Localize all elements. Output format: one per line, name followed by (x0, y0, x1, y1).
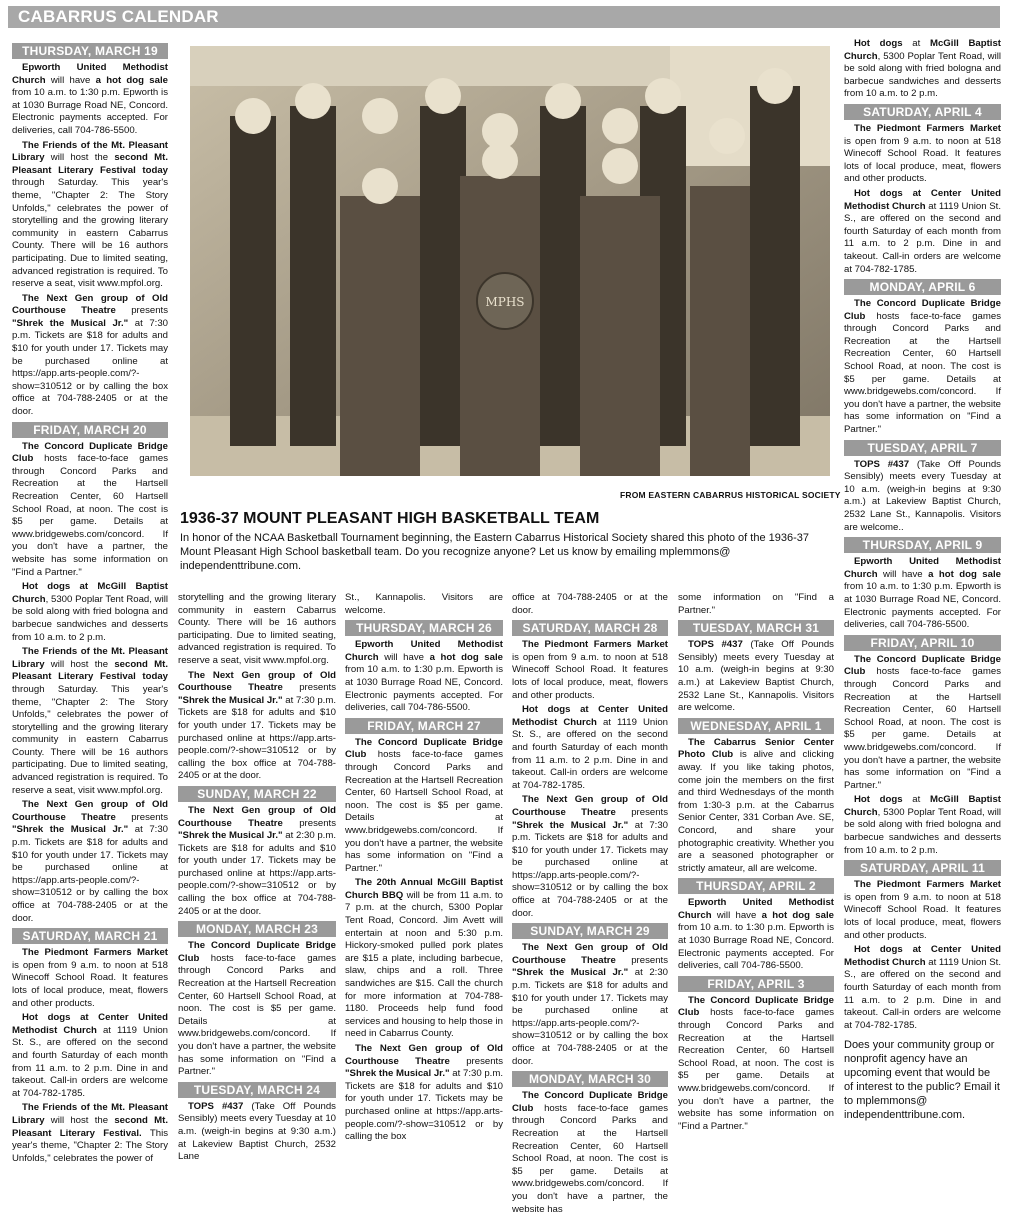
event-listing: Hot dogs at Center United Methodist Church at 1119 Union St. S., are offered on the second and fourth Saturday of each month from 11 a.m. to 2 p.m. Dine in and takeout. Call-in orders are welcome at 704-782-1785. (512, 704, 669, 791)
event-listing: The Concord Duplicate Bridge Club hosts face-to-face games through Concord Parks and Recreation at the Hartsell Recreation Center, 60 Hartsell School Road, at noon. The cost is $5 per game. Details at www.bridgewebs.com/concord. If you don't have a partner, the website has some information on "Find a Partner." (178, 940, 336, 1078)
ball-label: MPHS (485, 295, 525, 309)
event-listing: The Piedmont Farmers Market is open from 9 a.m. to noon at 518 Winecoff School Road. It features lots of local produce, meat, flowers and other products. (844, 879, 1001, 941)
date-header: SATURDAY, MARCH 21 (12, 928, 168, 944)
date-header: THURSDAY, APRIL 9 (844, 537, 1001, 553)
event-listing: TOPS #437 (Take Off Pounds Sensibly) meets every Tuesday at 10 a.m. (weigh-in begins at 9:30 a.m.) at Lakeview Baptist Church, 2532 Lane (178, 1100, 336, 1163)
event-listing: The Friends of the Mt. Pleasant Library will host the second Mt. Pleasant Literary Festival today through Saturday. This year's theme, "Chapter 2: The Story Unfolds," celebrates the power of storytelling and the growing literary community in eastern Cabarrus County. There will be 16 authors participating. Due to limited seating, advanced registration is required. To reserve a seat, visit www.mpfol.org. (12, 646, 168, 796)
event-listing: The Cabarrus Senior Center Photo Club is alive and clicking away. If you like taking photos, come join the members on the first and third Wednesdays of the month from 1:30-3 p.m. at the Cabarrus Senior Center, 331 Corban Ave. SE, Concord, and share your photographic creativity. Whether you are a seasoned photographer or strictly amateur, all are welcome. (678, 736, 834, 874)
event-listing: Epworth United Methodist Church will have a hot dog sale from 10 a.m. to 1:30 p.m. Epworth is at 1030 Burrage Road NE, Concord. Electronic payments accepted. For deliveries, call 704-786-5500. (12, 62, 168, 136)
date-header: THURSDAY, MARCH 26 (345, 620, 503, 636)
event-listing: Epworth United Methodist Church will have a hot dog sale from 10 a.m. to 1:30 p.m. Epworth is at 1030 Burrage Road NE, Concord. Electronic payments accepted. For deliveries, call 704-786-5500. (345, 639, 503, 714)
date-header: SATURDAY, MARCH 28 (512, 620, 668, 636)
team-photo (190, 46, 830, 476)
date-header: SATURDAY, APRIL 4 (844, 104, 1001, 120)
column-2 (178, 592, 336, 1166)
event-listing: The Concord Duplicate Bridge Club hosts face-to-face games through Concord Parks and Recreation at the Hartsell Recreation Center, 60 Hartsell School Road, at noon. The cost is $5 per game. Details at www.bridgewebs.com/concord. If you don't have a partner, the website has (512, 1090, 668, 1215)
event-listing: The Next Gen group of Old Courthouse Theatre presents "Shrek the Musical Jr." at 7:30 p.m. Tickets are $18 for adults and $10 for youth under 17. Tickets may be purchased online at https://app.arts-people.com/?-show=310512 or by calling the box office at 704-788-2405 or at the door. (12, 292, 168, 418)
date-header: FRIDAY, APRIL 3 (678, 976, 834, 992)
event-listing: Hot dogs at McGill Baptist Church, 5300 Poplar Tent Road, will be sold along with fried bologna and barbecue sandwiches and desserts from 10 a.m. to 2 p.m. (844, 38, 1001, 100)
event-listing: The Concord Duplicate Bridge Club hosts face-to-face games through Concord Parks and Recreation at the Hartsell Recreation Center, 60 Hartsell School Road, at noon. The cost is $5 per game. Details at www.bridgewebs.com/concord. If you don't have a partner, the website has some information on "Find a Partner." (678, 994, 834, 1132)
date-header: TUESDAY, MARCH 31 (678, 620, 834, 636)
event-listing: The Concord Duplicate Bridge Club hosts face-to-face games through Concord Parks and Recreation at the Hartsell Recreation Center, 60 Hartsell School Road, at noon. The cost is $5 per game. Details at www.bridgewebs.com/concord. If you don't have a partner, the website has some information on "Find a Partner." (12, 440, 168, 578)
event-listing: The Next Gen group of Old Courthouse Theatre presents "Shrek the Musical Jr." at 7:30 p.m. Tickets are $18 for adults and $10 for youth under 17. Tickets may be purchased online at https://app.arts-people.com/?-show=310512 or by calling the box office at 704-788-2405 or at the door. (178, 669, 336, 782)
event-listing: Epworth United Methodist Church will have a hot dog sale from 10 a.m. to 1:30 p.m. Epworth is at 1030 Burrage Road NE, Concord. Electronic payments accepted. For deliveries, call 704-786-5500. (678, 897, 834, 972)
photo-title: 1936-37 MOUNT PLEASANT HIGH BASKETBALL TEAM (180, 510, 600, 527)
event-listing: The Concord Duplicate Bridge Club hosts face-to-face games through Concord Parks and Recreation at the Hartsell Recreation Center, 60 Hartsell School Road, at noon. The cost is $5 per game. Details at www.bridgewebs.com/concord. If you don't have a partner, the website has some information on "Find a Partner." (345, 736, 503, 874)
event-listing: The Friends of the Mt. Pleasant Library will host the second Mt. Pleasant Literary Festival today through Saturday. This year's theme, "Chapter 2: The Story Unfolds," celebrates the power of storytelling and the growing literary community in eastern Cabarrus County. There will be 16 authors participating. Due to limited seating, advanced registration is required. To reserve a seat, visit www.mpfol.org. (12, 139, 168, 290)
date-header: FRIDAY, APRIL 10 (844, 635, 1001, 651)
event-listing: TOPS #437 (Take Off Pounds Sensibly) meets every Tuesday at 10 a.m. (weigh-in begins at 9:30 a.m.) at Lakeview Baptist Church, 2532 Lane St., Kannapolis. Visitors are welcome. (678, 639, 834, 714)
event-listing: The Friends of the Mt. Pleasant Library will host the second Mt. Pleasant Literary Festival. This year's theme, "Chapter 2: The Story Unfolds," celebrates the power of (12, 1102, 168, 1164)
event-listing: The Next Gen group of Old Courthouse Theatre presents "Shrek the Musical Jr." at 2:30 p.m. Tickets are $18 for adults and $10 for youth under 17. Tickets may be purchased online at https://app.arts-people.com/?-show=310512 or by calling the box office at 704-788-2405 or at the door. (178, 804, 336, 917)
event-listing: St., Kannapolis. Visitors are welcome. (345, 592, 503, 616)
event-listing: The Next Gen group of Old Courthouse Theatre presents "Shrek the Musical Jr." at 2:30 p.m. Tickets are $18 for adults and $10 for youth under 17. Tickets may be purchased online at https://app.arts-people.com/?-show=310512 or by calling the box office at 704-788-2405 or at the door. (512, 942, 668, 1067)
column-6 (844, 38, 1001, 1122)
date-header: TUESDAY, MARCH 24 (178, 1082, 336, 1098)
event-listing: Hot dogs at Center United Methodist Church at 1119 Union St. S., are offered on the second and fourth Saturday of each month from 11 a.m. to 2 p.m. Dine in and takeout. Call-in orders are welcome at 704-782-1785. (844, 944, 1001, 1031)
column-3 (345, 592, 503, 1146)
submission-note: Does your community group or nonprofit agency have an upcoming event that would be of interest to the public? Email it to mplemmons@ independenttribune.com. (844, 1039, 1000, 1122)
banner-title: CABARRUS CALENDAR (18, 7, 219, 26)
photo-credit: FROM EASTERN CABARRUS HISTORICAL SOCIETY (620, 490, 841, 500)
event-listing: The Piedmont Farmers Market is open from 9 a.m. to noon at 518 Winecoff School Road. It features lots of local produce, meat, flowers and other products. (12, 947, 168, 1009)
event-listing: The Next Gen group of Old Courthouse Theatre presents "Shrek the Musical Jr." at 7:30 p.m. Tickets are $18 for adults and $10 for youth under 17. Tickets may be purchased online at https://app.arts-people.com/?-show=310512 or by calling the box office at 704-788-2405 or at the door. (512, 794, 668, 919)
photo-caption: In honor of the NCAA Basketball Tournament beginning, the Eastern Cabarrus Historical Society shared this photo of the 1936-37 Mount Pleasant High School basketball team. Do you recognize anyone? Let us know by emailing mplemmons@ independenttribune.com. (180, 532, 810, 572)
date-header: MONDAY, MARCH 23 (178, 921, 336, 937)
date-header: FRIDAY, MARCH 20 (12, 422, 168, 438)
event-listing: storytelling and the growing literary community in eastern Cabarrus County. There will be 16 authors participating. Due to limited seating, advanced registration is required. To reserve a seat, visit www.mpfol.org. (178, 592, 336, 666)
column-5 (678, 592, 834, 1135)
date-header: TUESDAY, APRIL 7 (844, 440, 1001, 456)
date-header: WEDNESDAY, APRIL 1 (678, 718, 834, 734)
event-listing: The Piedmont Farmers Market is open from 9 a.m. to noon at 518 Winecoff School Road. It features lots of local produce, meat, flowers and other products. (844, 122, 1001, 185)
column-1 (12, 40, 168, 1167)
event-listing: some information on "Find a Partner." (678, 592, 834, 616)
event-listing: Hot dogs at McGill Baptist Church, 5300 Poplar Tent Road, will be sold along with fried bologna and barbecue sandwiches and desserts from 10 a.m. to 2 p.m. (12, 581, 168, 643)
date-header: SATURDAY, APRIL 11 (844, 860, 1001, 876)
event-listing: The Concord Duplicate Bridge Club hosts face-to-face games through Concord Parks and Recreation at the Hartsell Recreation Center, 60 Hartsell School Road, at noon. The cost is $5 per game. Details at www.bridgewebs.com/concord. If you don't have a partner, the website has some information on "Find a Partner." (844, 653, 1001, 791)
event-listing: The Next Gen group of Old Courthouse Theatre presents "Shrek the Musical Jr." at 7:30 p.m. Tickets are $18 for adults and $10 for youth under 17. Tickets may be purchased online at https://app.arts-people.com/?-show=310512 or by calling the box (345, 1043, 503, 1143)
event-listing: TOPS #437 (Take Off Pounds Sensibly) meets every Tuesday at 10 a.m. (weigh-in begins at 9:30 a.m.) at Lakeview Baptist Church, 2532 Lane St., Kannapolis. Visitors are welcome.. (844, 458, 1001, 533)
event-listing: Hot dogs at McGill Baptist Church, 5300 Poplar Tent Road, will be sold along with fried bologna and barbecue sandwiches and desserts from 10 a.m. to 2 p.m. (844, 794, 1001, 856)
team-photo-image (190, 46, 830, 476)
date-header: MONDAY, MARCH 30 (512, 1071, 668, 1087)
event-listing: Hot dogs at Center United Methodist Church at 1119 Union St. S., are offered on the second and fourth Saturday of each month from 11 a.m. to 2 p.m. Dine in and takeout. Call-in orders are welcome at 704-782-1785. (844, 187, 1001, 275)
event-listing: office at 704-788-2405 or at the door. (512, 592, 668, 616)
date-header: FRIDAY, MARCH 27 (345, 718, 503, 734)
date-header: SUNDAY, MARCH 22 (178, 786, 336, 802)
date-header: THURSDAY, MARCH 19 (12, 43, 168, 59)
column-4 (512, 592, 668, 1218)
event-listing: The 20th Annual McGill Baptist Church BBQ will be from 11 a.m. to 7 p.m. at the church, 5300 Poplar Tent Road, Concord. Jim Avett will entertain at noon and 5:30 p.m. Hickory-smoked pulled pork plates are $15 a plate, including barbecue, slaw, chips and a roll. Three sandwiches are $15. Call the church for more information at 704-788-1180. Proceeds help fund food services and housing to help those in need in Cabarrus County. (345, 877, 504, 1040)
calendar-banner (8, 6, 1000, 28)
date-header: THURSDAY, APRIL 2 (678, 878, 834, 894)
event-listing: Epworth United Methodist Church will have a hot dog sale from 10 a.m. to 1:30 p.m. Epworth is at 1030 Burrage Road NE, Concord. Electronic payments accepted. For deliveries, call 704-786-5500. (844, 556, 1001, 631)
event-listing: The Concord Duplicate Bridge Club hosts face-to-face games through Concord Parks and Recreation at the Hartsell Recreation Center, 60 Hartsell School Road, at noon. The cost is $5 per game. Details at www.bridgewebs.com/concord. If you don't have a partner, the website has some information on "Find a Partner." (844, 298, 1001, 436)
date-header: SUNDAY, MARCH 29 (512, 923, 668, 939)
event-listing: Hot dogs at Center United Methodist Church at 1119 Union St. S., are offered on the second and fourth Saturday of each month from 11 a.m. to 2 p.m. Dine in and takeout. Call-in orders are welcome at 704-782-1785. (12, 1012, 169, 1099)
event-listing: The Piedmont Farmers Market is open from 9 a.m. to noon at 518 Winecoff School Road. It features lots of local produce, meat, flowers and other products. (512, 639, 668, 701)
event-listing: The Next Gen group of Old Courthouse Theatre presents "Shrek the Musical Jr." at 7:30 p.m. Tickets are $18 for adults and $10 for youth under 17. Tickets may be purchased online at https://app.arts-people.com/?-show=310512 or by calling the box office at 704-788-2405 or at the door. (12, 799, 168, 924)
date-header: MONDAY, APRIL 6 (844, 279, 1001, 295)
